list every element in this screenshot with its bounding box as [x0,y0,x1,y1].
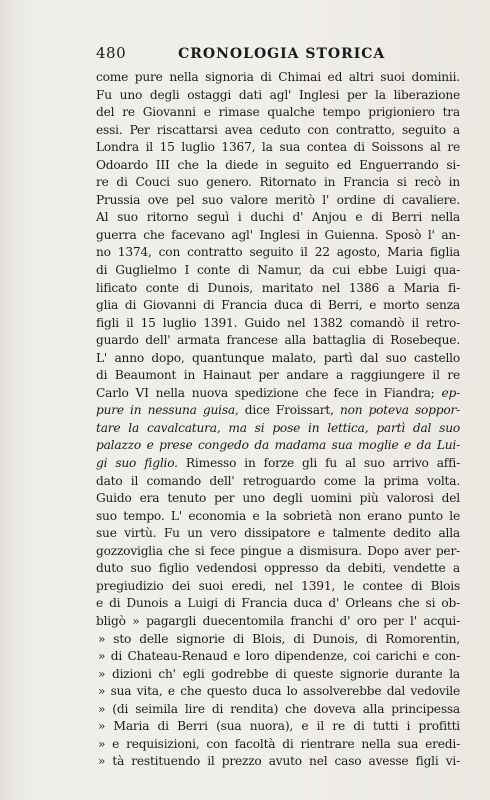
text-line: Londra il 15 luglio 1367, la sua contea di Soissons al re [96,140,460,155]
text-line: guerra che facevano agl' Inglesi in Guienna. Sposò l' an- [96,227,460,242]
text-line: figli il 15 luglio 1391. Guido nel 1382 comandò il retro- [96,315,460,330]
text-line: gozzoviglia che si fece pingue a dismisura. Dopo aver per- [96,543,460,558]
text-line: bligò » pagargli duecentomila franchi d' oro per l' acqui- [96,613,460,628]
italic-segment: non poteva soppor- [339,403,460,418]
text-line [96,402,460,420]
text-line: e di Dunois a Luigi di Francia duca d' Orleans che si ob- [96,596,460,611]
text-line: » Maria di Berri (sua nuora), e il re di tutti i profitti [98,719,460,734]
text-line: sue virtù. Fu un vero dissipatore e talmente dedito alla [96,526,460,541]
italic-segment: gi suo figlio. [96,456,178,471]
text-line: Guido era tenuto per uno degli uomini più valorosi del [96,491,460,506]
text-line: Prussia ove pel suo valore meritò l' ordine di cavaliere. [96,192,460,207]
text-line: L' anno dopo, quantunque malato, partì dal suo castello [96,350,460,365]
text-line: Odoardo III che la diede in seguito ed Enguerrando si- [96,157,460,172]
text-line: del re Giovanni e rimase qualche tempo prigioniero tra [96,105,460,120]
body-text [96,69,460,771]
italic-segment: pure in nessuna guisa [96,403,235,418]
text-line: » di Chateau-Renaud e loro dipendenze, coi carichi e con- [98,649,460,664]
italic-segment: ep- [441,385,460,400]
text-line: » dizioni ch' egli godrebbe di queste signorie durante la [98,666,460,681]
text-line: no 1374, con contratto seguito il 22 agosto, Maria figlia [96,245,460,260]
text-line: lificato conte di Dunois, maritato nel 1386 a Maria fi- [96,280,460,295]
running-title: CRONOLOGIA STORICA [178,46,386,62]
text-line: pregiudizio dei suoi eredi, nel 1391, le contee di Blois [96,578,460,593]
text-line: dato il comando dell' retroguardo come la prima volta. [96,473,460,488]
page-header [96,44,460,66]
text-line: di Beaumont in Hainaut per andare a raggiungere il re [96,368,460,383]
text-line: re di Couci suo genero. Ritornato in Francia si recò in [96,175,460,190]
text-line [96,455,460,473]
text-line: » tà restituendo il prezzo avuto nel caso avesse figli vi- [98,754,460,769]
text-segment: Carlo VI nella nuova spedizione che fece in Fiandra; [96,385,442,400]
text-segment: , dice Froissart, [234,403,340,418]
text-segment: Rimesso in forze gli fu al suo arrivo affi- [177,456,460,471]
text-line: palazzo e prese congedo da madama sua moglie e da Lui- [96,438,460,453]
text-line: » sua vita, e che questo duca lo assolverebbe dal vedovile [98,684,460,699]
text-line: duto suo figlio vedendosi oppresso da debiti, vendette a [96,561,460,576]
text-line: essi. Per riscattarsi avea ceduto con contratto, seguito a [96,122,460,137]
text-line: glia di Giovanni di Francia duca di Berri, e morto senza [96,298,460,313]
text-line: » sto delle signorie di Blois, di Dunois, di Romorentin, [98,631,460,646]
text-line: di Guglielmo I conte di Namur, da cui ebbe Luigi qua- [96,263,460,278]
text-line: Al suo ritorno seguì i duchi d' Anjou e di Berri nella [96,210,460,225]
text-line: Fu uno degli ostaggi dati agl' Inglesi per la liberazione [96,87,460,102]
text-line [96,385,460,403]
text-line: suo tempo. L' economia e la sobrietà non erano punto le [96,508,460,523]
text-line: tare la cavalcatura, ma si pose in lettica, partì dal suo [96,420,460,435]
text-line: guardo dell' armata francese alla battaglia di Rosebeque. [96,333,460,348]
page-number: 480 [96,44,127,62]
text-line: come pure nella signoria di Chimai ed altri suoi dominii. [96,70,460,84]
text-line: » e requisizioni, con facoltà di rientrare nella sua eredi- [98,736,460,751]
text-line: » (di seimila lire di rendita) che doveva alla principessa [98,701,460,716]
